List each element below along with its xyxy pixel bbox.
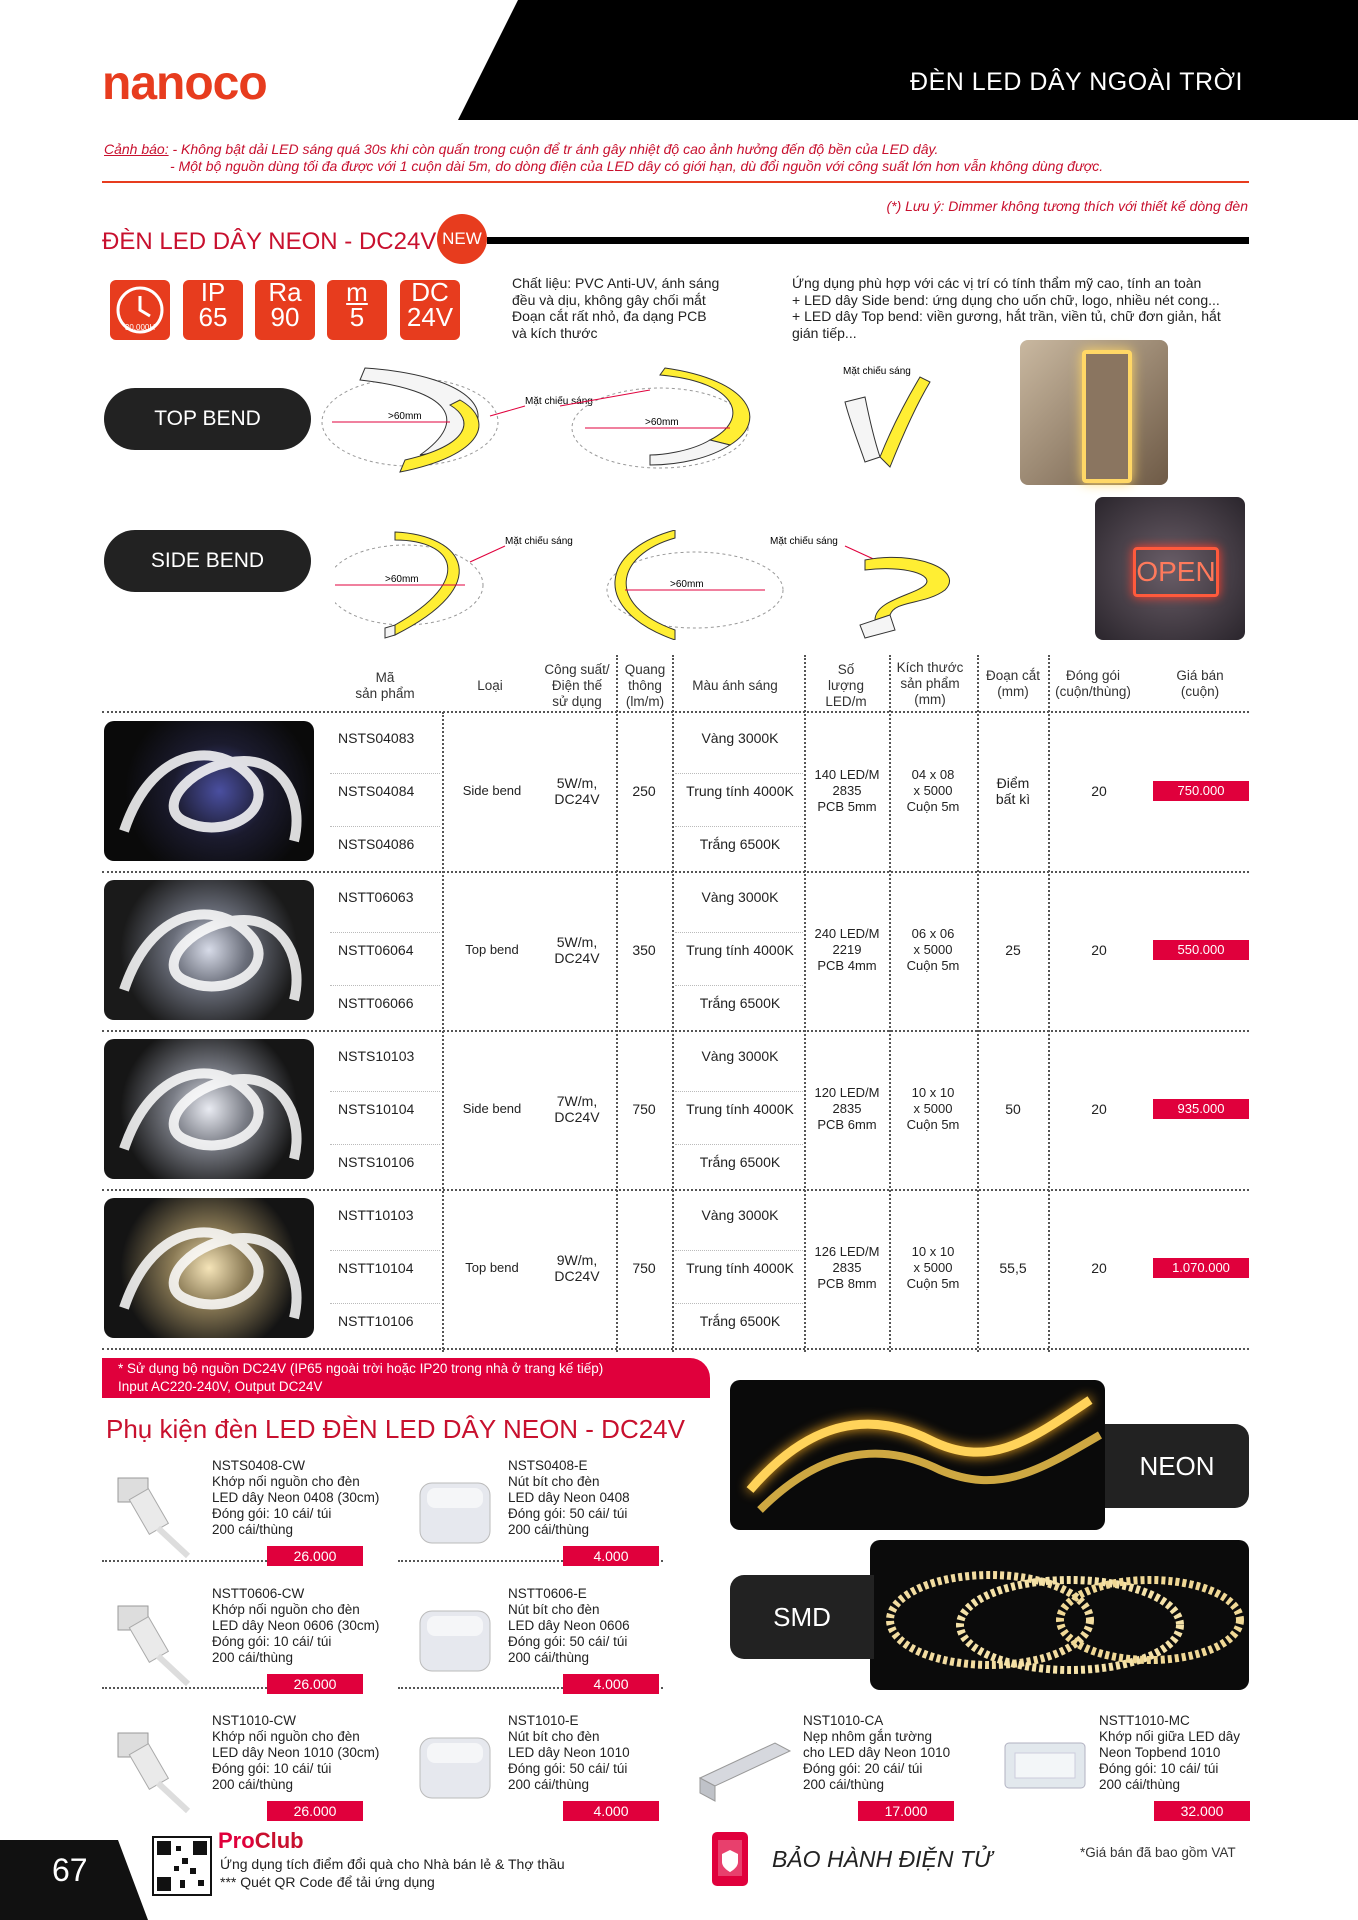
open-sign-photo <box>1095 497 1245 640</box>
accessory-line: Đóng gói: 50 cái/ túi <box>508 1634 628 1649</box>
th-leds: Số lượng LED/m <box>825 662 867 709</box>
accessory-line: 200 cái/thùng <box>212 1650 294 1665</box>
open-sign-text: OPEN <box>1133 547 1219 597</box>
light-color: Trắng 6500K <box>699 1313 781 1329</box>
group-divider <box>102 1030 1249 1032</box>
surface-label: Mặt chiếu sáng <box>525 396 593 407</box>
smd-label: SMD <box>730 1575 874 1659</box>
accessory-line: Nút bít cho đèn <box>508 1602 600 1617</box>
page-number: 67 <box>52 1852 88 1888</box>
ip-value: 65 <box>198 302 228 332</box>
accessory-line: Neon Topbend 1010 <box>1099 1745 1221 1760</box>
pack-qty: 20 <box>1091 783 1107 799</box>
dimmer-note: (*) Lưu ý: Dimmer không tương thích với thiết kế dòng đèn <box>886 198 1248 214</box>
material-line-2: đều và dịu, không gây chối mắt <box>512 291 706 308</box>
product-code: NSTT10103 <box>338 1207 414 1223</box>
accessory-code: NST1010-CW <box>212 1713 297 1728</box>
warranty-phone-icon <box>712 1832 748 1886</box>
product-code: NSTS10106 <box>338 1154 415 1170</box>
side-bend-label: SIDE BEND <box>104 530 311 592</box>
application-line-2: + LED dây Side bend: ứng dụng cho uốn chữ, logo, nhiều nét cong... <box>792 291 1220 308</box>
th-type: Loại <box>477 678 503 693</box>
row-divider <box>330 1144 440 1145</box>
pack-qty: 20 <box>1091 1101 1107 1117</box>
accessory-line: LED dây Neon 0408 (30cm) <box>212 1490 380 1505</box>
accessory-info <box>212 1458 379 1538</box>
row-divider <box>675 1091 803 1092</box>
accessory-info <box>803 1713 950 1793</box>
power: 5W/m, DC24V <box>554 775 600 807</box>
side-bend-diagram <box>335 530 785 640</box>
accessory-info <box>508 1458 630 1538</box>
price-badge: 750.000 <box>1153 781 1249 801</box>
table-header-rule <box>102 711 1249 713</box>
product-image <box>104 721 314 861</box>
cut-length: 55,5 <box>999 1260 1027 1276</box>
section-bar <box>487 237 1249 244</box>
product-code: NSTS10103 <box>338 1048 415 1064</box>
light-color: Vàng 3000K <box>701 1048 779 1064</box>
voltage-value: 24V <box>406 302 454 332</box>
light-color: Trung tính 4000K <box>686 783 794 799</box>
accessory-line: LED dây Neon 0408 <box>508 1490 630 1505</box>
cri-value: 90 <box>270 302 300 332</box>
light-color: Trung tính 4000K <box>686 1260 794 1276</box>
led-spec: 126 LED/M 2835 PCB 8mm <box>814 1244 880 1291</box>
accessory-line: LED dây Neon 0606 <box>508 1618 630 1633</box>
accessory-info <box>212 1586 379 1666</box>
light-color: Trung tính 4000K <box>686 942 794 958</box>
accessory-image <box>995 1723 1095 1813</box>
accessory-info <box>212 1713 379 1793</box>
length-label: m <box>346 277 368 307</box>
light-color: Trung tính 4000K <box>686 1101 794 1117</box>
radius-label-2: >60mm <box>645 417 679 428</box>
new-badge: NEW <box>437 214 487 264</box>
product-image <box>104 880 314 1020</box>
accessory-line: 200 cái/thùng <box>508 1522 590 1537</box>
light-color: Trắng 6500K <box>699 836 781 852</box>
row-divider <box>330 1250 440 1251</box>
accessory-info <box>508 1586 630 1666</box>
side-bend-s-diagram <box>765 530 1035 640</box>
accessory-line: 200 cái/thùng <box>508 1650 590 1665</box>
accessory-price: 26.000 <box>267 1674 363 1694</box>
row-divider <box>330 1303 440 1304</box>
power: 5W/m, DC24V <box>554 934 600 966</box>
application-line-4: gián tiếp... <box>792 324 857 341</box>
page-title: ĐÈN LED DÂY NGOÀI TRỜI <box>910 68 1243 96</box>
led-spec: 120 LED/M 2835 PCB 6mm <box>814 1085 880 1132</box>
product-image <box>104 1198 314 1338</box>
surface-label-2: Mặt chiếu sáng <box>843 366 911 377</box>
row-divider <box>675 1250 803 1251</box>
accessory-line: cho LED dây Neon 1010 <box>803 1745 951 1760</box>
accessory-price: 4.000 <box>563 1546 659 1566</box>
material-line-4: và kích thước <box>512 324 598 341</box>
ip-label: IP <box>200 277 226 307</box>
proclub-logo: ProClub <box>218 1828 304 1853</box>
surface-label-4: Mặt chiếu sáng <box>770 536 838 547</box>
accessory-line: Khớp nối giữa LED dây <box>1099 1729 1240 1744</box>
power-note <box>102 1358 710 1398</box>
group-divider <box>102 1348 1249 1350</box>
row-divider <box>330 773 440 774</box>
cri-label: Ra <box>268 277 302 307</box>
accessory-line: Đóng gói: 20 cái/ túi <box>803 1761 923 1776</box>
row-divider <box>675 826 803 827</box>
flux: 350 <box>632 942 656 958</box>
accessory-code: NSTS0408-E <box>508 1458 588 1473</box>
vat-note: *Giá bán đã bao gồm VAT <box>1080 1845 1236 1860</box>
accessory-image <box>108 1468 208 1558</box>
cut-length: Điểm bất kì <box>995 775 1031 807</box>
ip-rating-badge <box>183 277 243 340</box>
accessory-image <box>695 1723 795 1813</box>
neon-photo <box>730 1380 1105 1530</box>
row-divider <box>675 932 803 933</box>
warning-label: Cảnh báo: <box>104 141 169 157</box>
voltage-label: DC <box>411 277 449 307</box>
col-divider <box>1048 655 1050 1352</box>
product-code: NSTT06066 <box>338 995 414 1011</box>
product-image <box>104 1039 314 1179</box>
product-code: NSTT10106 <box>338 1313 414 1329</box>
surface-label-3: Mặt chiếu sáng <box>505 536 573 547</box>
accessory-line: Khớp nối nguồn cho đèn <box>212 1474 360 1489</box>
accessory-code: NSTS0408-CW <box>212 1458 306 1473</box>
row-divider <box>330 826 440 827</box>
product-type: Side bend <box>462 1101 522 1116</box>
warning-line-1 <box>104 141 938 157</box>
accessory-line: 200 cái/thùng <box>1099 1777 1181 1792</box>
product-type: Top bend <box>465 942 519 957</box>
section-title: ĐÈN LED DÂY NEON - DC24V <box>102 228 437 255</box>
mirror-photo <box>1020 340 1168 485</box>
product-code: NSTT06064 <box>338 942 414 958</box>
accessory-code: NSTT1010-MC <box>1099 1713 1190 1728</box>
product-code: NSTS04084 <box>338 783 415 799</box>
row-divider <box>675 985 803 986</box>
led-spec: 140 LED/M 2835 PCB 5mm <box>814 767 880 814</box>
accessory-image <box>405 1596 505 1686</box>
brand-logo: nanoco <box>102 57 267 110</box>
warning-text-1: - Không bật dải LED sáng quá 30s khi còn quấn trong cuộn để tr ánh gây nhiệt độ cao ảnh hưởng đến độ bền của LED dây. <box>172 141 939 157</box>
accessory-image <box>405 1468 505 1558</box>
application-line-1: Ứng dụng phù hợp với các vị trí có tính thẩm mỹ cao, tính an toàn <box>792 275 1202 291</box>
power: 7W/m, DC24V <box>554 1093 600 1125</box>
product-code: NSTT06063 <box>338 889 414 905</box>
accessory-code: NSTT0606-CW <box>212 1586 305 1601</box>
material-line-3: Đoạn cắt rất nhỏ, đa dạng PCB <box>512 308 707 324</box>
size-spec: 10 x 10 x 5000 Cuộn 5m <box>906 1244 960 1291</box>
accessory-price: 4.000 <box>563 1674 659 1694</box>
proclub-desc <box>220 1855 565 1891</box>
accessory-line: Khớp nối nguồn cho đèn <box>212 1729 360 1744</box>
material-line-1: Chất liệu: PVC Anti-UV, ánh sáng <box>512 275 720 291</box>
power: 9W/m, DC24V <box>554 1252 600 1284</box>
accessory-line: 200 cái/thùng <box>212 1522 294 1537</box>
accessory-line: LED dây Neon 0606 (30cm) <box>212 1618 380 1633</box>
accessory-line: Khớp nối nguồn cho đèn <box>212 1602 360 1617</box>
accessory-line: Đóng gói: 10 cái/ túi <box>212 1506 332 1521</box>
price-badge: 935.000 <box>1153 1099 1249 1119</box>
voltage-badge <box>400 277 460 340</box>
col-divider <box>977 655 979 1352</box>
accessory-image <box>405 1723 505 1813</box>
flux: 250 <box>632 783 656 799</box>
product-type: Top bend <box>465 1260 519 1275</box>
accessory-price: 32.000 <box>1154 1801 1250 1821</box>
size-spec: 10 x 10 x 5000 Cuộn 5m <box>906 1085 960 1132</box>
accessory-line: LED dây Neon 1010 <box>508 1745 630 1760</box>
proclub-line-1: Ứng dụng tích điểm đổi quà cho Nhà bán lẻ & Thợ thầu <box>220 1856 565 1872</box>
accessory-line: LED dây Neon 1010 (30cm) <box>212 1745 380 1760</box>
top-bend-vertical-diagram <box>835 362 935 482</box>
row-divider <box>675 1144 803 1145</box>
accessory-line: Đóng gói: 10 cái/ túi <box>212 1761 332 1776</box>
group-divider <box>102 1189 1249 1191</box>
th-pack: Đóng gói (cuộn/thùng) <box>1055 668 1131 699</box>
length-value: 5 <box>349 302 365 332</box>
flux: 750 <box>632 1101 656 1117</box>
light-color: Vàng 3000K <box>701 730 779 746</box>
power-note-line-1: * Sử dụng bộ nguồn DC24V (IP65 ngoài trời hoặc IP20 trong nhà ở trang kế tiếp) <box>118 1361 604 1376</box>
accessory-line: Nút bít cho đèn <box>508 1474 600 1489</box>
top-bend-label: TOP BEND <box>104 388 311 450</box>
accessory-line: Đóng gói: 50 cái/ túi <box>508 1506 628 1521</box>
row-divider <box>330 932 440 933</box>
col-divider <box>672 655 674 1352</box>
accessory-code: NST1010-CA <box>803 1713 884 1728</box>
th-color: Màu ánh sáng <box>692 678 778 693</box>
accessory-image <box>108 1596 208 1686</box>
row-divider <box>675 773 803 774</box>
flux: 750 <box>632 1260 656 1276</box>
price-badge: 1.070.000 <box>1153 1258 1249 1278</box>
accessory-line: 200 cái/thùng <box>803 1777 885 1792</box>
light-color: Trắng 6500K <box>699 1154 781 1170</box>
product-code: NSTS04083 <box>338 730 415 746</box>
smd-photo <box>870 1540 1249 1690</box>
accessories-title: Phụ kiện đèn LED ĐÈN LED DÂY NEON - DC24V <box>106 1414 685 1444</box>
col-divider <box>616 655 618 1352</box>
accessory-code: NSTT0606-E <box>508 1586 587 1601</box>
row-divider <box>330 1091 440 1092</box>
radius-label: >60mm <box>388 411 422 422</box>
warning-line-2: - Một bộ nguồn dùng tối đa được với 1 cuộn dài 5m, do dòng điện của LED dây có giới hạn, dù đổi nguồn với công suất lớn hơn vẫn không dùng được. <box>170 158 1104 174</box>
accessory-image <box>108 1723 208 1813</box>
accessory-line: Nút bít cho đèn <box>508 1729 600 1744</box>
length-badge <box>327 277 387 340</box>
neon-label: NEON <box>1105 1424 1249 1508</box>
accessory-info <box>1099 1713 1240 1793</box>
accessory-line: Đóng gói: 50 cái/ túi <box>508 1761 628 1776</box>
th-size: Kích thước sản phẩm (mm) <box>896 660 964 707</box>
th-cut: Đoạn cắt (mm) <box>985 668 1041 699</box>
radius-label-3: >60mm <box>385 574 419 585</box>
accessory-info <box>508 1713 630 1793</box>
col-divider <box>442 712 444 1352</box>
cut-length: 50 <box>1005 1101 1021 1117</box>
mirror-frame <box>1082 350 1132 483</box>
th-flux: Quang thông (lm/m) <box>624 662 666 709</box>
application-line-3: + LED dây Top bend: viền gương, hắt trần, viền tủ, chữ đơn giản, hắt <box>792 308 1221 324</box>
cri-badge <box>255 277 315 340</box>
light-color: Trắng 6500K <box>699 995 781 1011</box>
qr-code-icon[interactable] <box>152 1836 212 1896</box>
th-code: Mã sản phẩm <box>355 670 415 701</box>
product-code: NSTS10104 <box>338 1101 415 1117</box>
accessory-line: Nẹp nhôm gắn tường <box>803 1729 932 1744</box>
clock-icon <box>110 280 170 340</box>
product-code: NSTS04086 <box>338 836 415 852</box>
accessory-code: NST1010-E <box>508 1713 579 1728</box>
divider <box>102 181 1249 183</box>
product-code: NSTT10104 <box>338 1260 414 1276</box>
top-bend-diagram <box>320 360 770 480</box>
power-note-line-2: Input AC220-240V, Output DC24V <box>118 1379 323 1394</box>
warranty-text: BẢO HÀNH ĐIỆN TỬ <box>772 1846 993 1872</box>
th-power: Công suất/ Điện thế sử dụng <box>544 662 610 709</box>
light-color: Vàng 3000K <box>701 889 779 905</box>
accessory-line: 200 cái/thùng <box>212 1777 294 1792</box>
radius-label-4: >60mm <box>670 579 704 590</box>
size-spec: 04 x 08 x 5000 Cuộn 5m <box>906 767 960 814</box>
pack-qty: 20 <box>1091 942 1107 958</box>
price-badge: 550.000 <box>1153 940 1249 960</box>
accessory-price: 26.000 <box>267 1801 363 1821</box>
light-color: Vàng 3000K <box>701 1207 779 1223</box>
lifetime-label: 30,000H <box>124 323 156 332</box>
pack-qty: 20 <box>1091 1260 1107 1276</box>
accessory-line: Đóng gói: 10 cái/ túi <box>1099 1761 1219 1776</box>
proclub-line-2: *** Quét QR Code để tải ứng dụng <box>220 1874 435 1890</box>
size-spec: 06 x 06 x 5000 Cuộn 5m <box>906 926 960 973</box>
th-price: Giá bán (cuộn) <box>1176 668 1224 699</box>
led-spec: 240 LED/M 2219 PCB 4mm <box>814 926 880 973</box>
group-divider <box>102 871 1249 873</box>
material-desc <box>512 275 719 341</box>
accessory-price: 4.000 <box>563 1801 659 1821</box>
row-divider <box>330 985 440 986</box>
row-divider <box>675 1303 803 1304</box>
cut-length: 25 <box>1005 942 1021 958</box>
product-type: Side bend <box>462 783 522 798</box>
accessory-line: 200 cái/thùng <box>508 1777 590 1792</box>
application-desc <box>792 275 1221 341</box>
accessory-price: 26.000 <box>267 1546 363 1566</box>
accessory-line: Đóng gói: 10 cái/ túi <box>212 1634 332 1649</box>
accessory-price: 17.000 <box>858 1801 954 1821</box>
